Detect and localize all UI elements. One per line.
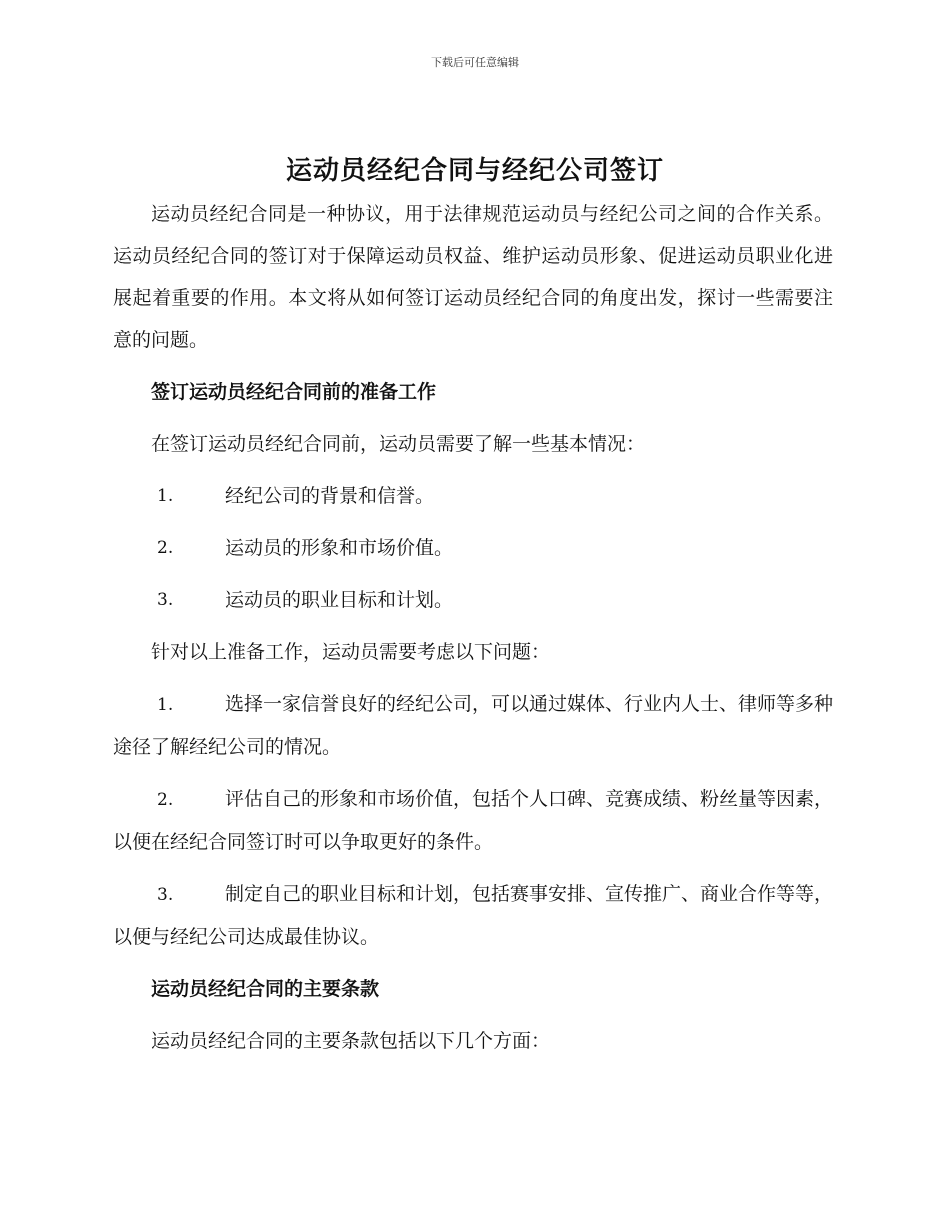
document-title: 运动员经纪合同与经纪公司签订: [285, 156, 664, 186]
section-lead-paragraph: 在签订运动员经纪合同前，运动员需要了解一些基本情况：: [151, 433, 646, 455]
list-number: 3.: [157, 885, 174, 905]
list-number: 1.: [157, 695, 174, 715]
document-body: [113, 193, 833, 1062]
list-text: 运动员的职业目标和计划。: [225, 589, 454, 611]
list-item: [113, 778, 833, 863]
list-number: 2.: [157, 790, 174, 810]
list-text: 选择一家信誉良好的经纪公司，可以通过媒体、行业内人士、律师等多种途径了解经纪公司的情况。: [113, 693, 834, 758]
list-item: [113, 579, 833, 621]
list-text: 运动员的形象和市场价值。: [225, 537, 454, 559]
section-lead-paragraph: 运动员经纪合同的主要条款包括以下几个方面：: [151, 1030, 551, 1052]
list-item: [113, 475, 833, 517]
list-item: [113, 683, 833, 768]
intro-paragraph: 运动员经纪合同是一种协议，用于法律规范运动员与经纪公司之间的合作关系。运动员经纪合同的签订对于保障运动员权益、维护运动员形象、促进运动员职业化进展起着重要的作用。本文将从如何签订运动员经纪合同的角度出发，探讨一些需要注意的问题。: [113, 203, 833, 351]
list-item: [113, 873, 833, 958]
page-header: 下载后可任意编辑: [431, 56, 519, 69]
section-lead-paragraph: 针对以上准备工作，运动员需要考虑以下问题：: [151, 641, 551, 663]
list-text: 制定自己的职业目标和计划，包括赛事安排、宣传推广、商业合作等等，以便与经纪公司达成最佳协议。: [113, 883, 834, 948]
list-number: 1.: [157, 486, 174, 506]
list-number: 3.: [157, 590, 174, 610]
list-item: [113, 527, 833, 569]
section-heading-main-terms: 运动员经纪合同的主要条款: [151, 978, 380, 1000]
list-number: 2.: [157, 538, 174, 558]
list-text: 经纪公司的背景和信誉。: [225, 485, 435, 507]
list-text: 评估自己的形象和市场价值，包括个人口碑、竞赛成绩、粉丝量等因素，以便在经纪合同签订时可以争取更好的条件。: [113, 788, 834, 853]
section-heading-preparation: 签订运动员经纪合同前的准备工作: [151, 381, 437, 403]
